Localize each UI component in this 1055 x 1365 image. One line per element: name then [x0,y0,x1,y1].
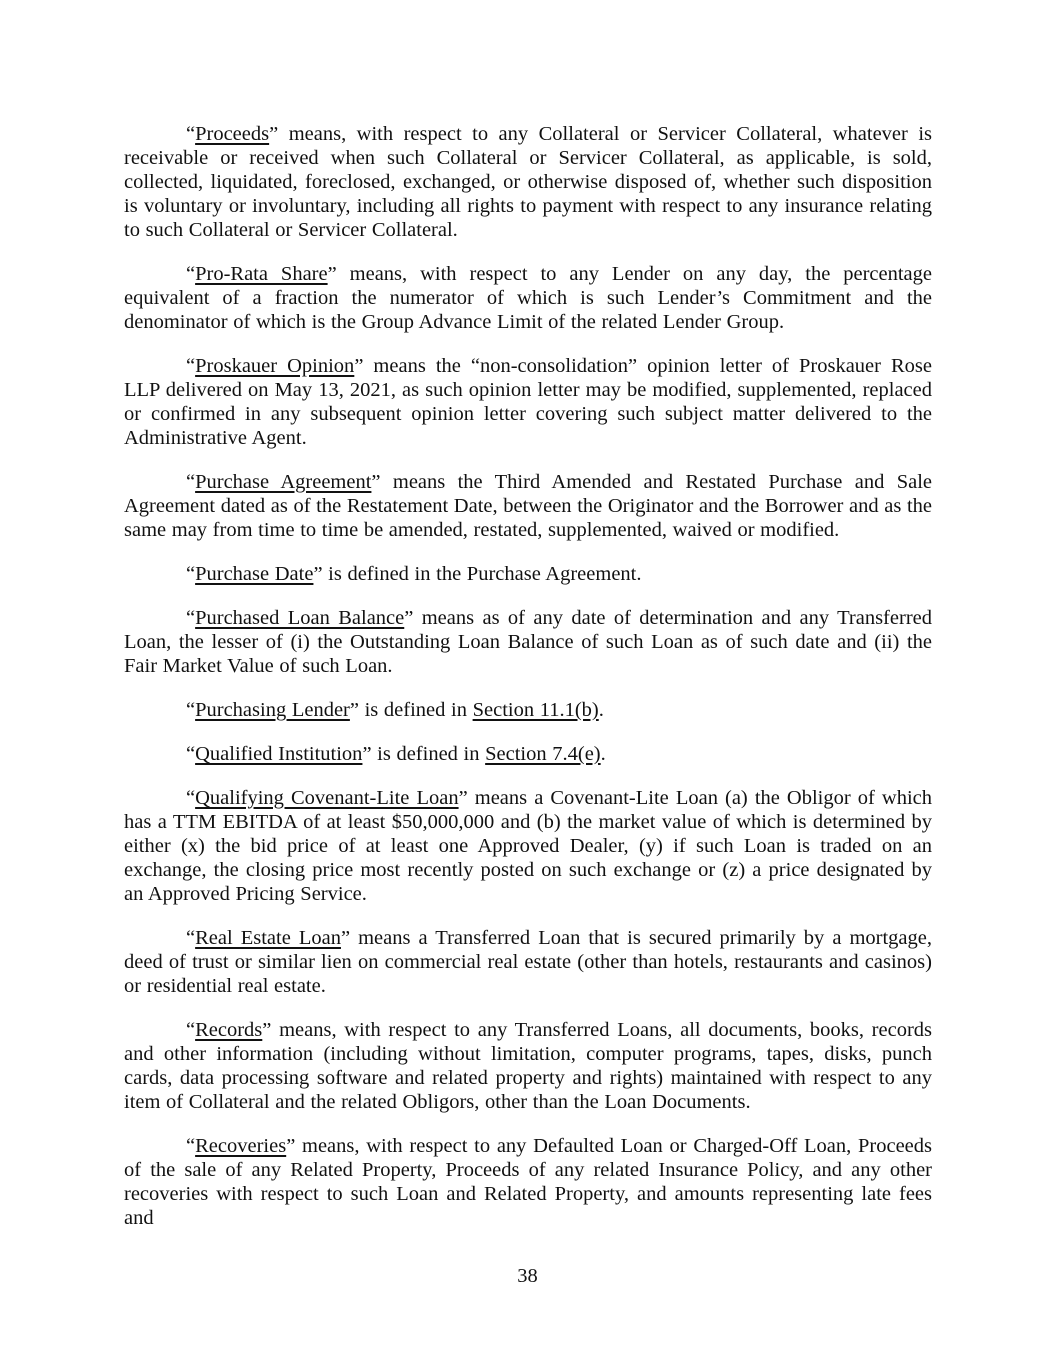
defined-term: Records [195,1019,263,1041]
paragraph-text: ” means, with respect to any Collateral or Servicer Collateral, whatever is receivable or received when such Collateral or Servicer Collateral, as applicable, is sold, collected, liquidated, foreclosed, exchanged, or otherwise disposed of, whether such disposition is voluntary or involuntary, including all rights to payment with respect to any insurance relating to such Collateral or Servicer Collateral. [124,123,932,241]
defined-term: Purchase Agreement [195,471,372,493]
paragraph-text: “ [186,563,196,585]
paragraph [124,262,932,334]
paragraph [124,122,932,242]
paragraph-text: ” means, with respect to any Transferred Loans, all documents, books, records and other information (including without limitation, computer programs, tapes, disks, punch cards, data processing software and related property and rights) maintained with respect to any item of Collateral and the related Obligors, other than the Loan Documents. [124,1019,932,1113]
paragraph-text: ” means a Transferred Loan that is secured primarily by a mortgage, deed of trust or similar lien on commercial real estate (other than hotels, restaurants and casinos) or residential real estate. [124,927,933,997]
paragraph-text: “ [186,355,196,377]
paragraph-text: ” is defined in [349,699,473,721]
paragraph [124,926,932,998]
defined-term: Purchased Loan Balance [195,607,405,629]
paragraph-text: ” means a Covenant-Lite Loan (a) the Obligor of which has a TTM EBITDA of at least $50,000,000 and (b) the market value of which is determined by either (x) the bid price of at least one Approved Dealer, (y) if such Loan is traded on an exchange, the closing price most recently posted on such exchange or (z) a price designated by an Approved Pricing Service. [124,787,933,905]
paragraph [124,1134,932,1230]
paragraph-text: ” means, with respect to any Lender on any day, the percentage equivalent of a fraction the numerator of which is such Lender’s Commitment and the denominator of which is the Group Advance Limit of the related Lender Group. [124,263,933,333]
paragraph [124,354,932,450]
defined-term: Section 11.1(b) [472,699,599,721]
page-number: 38 [517,1265,538,1287]
defined-term: Qualifying Covenant-Lite Loan [195,787,459,809]
paragraph-text: “ [186,743,196,765]
paragraph [124,1018,932,1114]
paragraph-text: “ [186,263,196,285]
defined-term: Recoveries [195,1135,287,1157]
paragraph-text: . [600,743,606,765]
paragraph-text: ” means the Third Amended and Restated Purchase and Sale Agreement dated as of the Restatement Date, between the Originator and the Borrower and as the same may from time to time be amended, restated, supplemented, waived or modified. [124,471,932,541]
document-body [124,122,932,1250]
paragraph-text: “ [186,1135,196,1157]
defined-term: Real Estate Loan [195,927,341,949]
paragraph-text: ” means as of any date of determination and any Transferred Loan, the lesser of (i) the Outstanding Loan Balance of such Loan as of such date and (ii) the Fair Market Value of such Loan. [124,607,932,677]
paragraph-text: ” means, with respect to any Defaulted Loan or Charged-Off Loan, Proceeds of the sale of any Related Property, Proceeds of any related Insurance Policy, and any other recoveries with respect to such Loan and Related Property, and amounts representing late fees and [124,1135,932,1229]
defined-term: Purchasing Lender [195,699,350,721]
paragraph-text: “ [186,699,196,721]
paragraph-text: “ [186,1019,196,1041]
defined-term: Proskauer Opinion [195,355,355,377]
defined-term: Proceeds [195,123,270,145]
paragraph-text: “ [186,123,196,145]
defined-term: Section 7.4(e) [485,743,601,765]
paragraph-text: “ [186,607,196,629]
paragraph [124,562,932,586]
paragraph [124,470,932,542]
paragraph [124,698,932,722]
paragraph-text: ” is defined in [362,743,486,765]
defined-term: Pro-Rata Share [195,263,328,285]
paragraph-text: “ [186,927,196,949]
paragraph-text: “ [186,787,196,809]
paragraph-text: . [598,699,604,721]
defined-term: Qualified Institution [195,743,363,765]
defined-term: Purchase Date [195,563,314,585]
paragraph [124,742,932,766]
paragraph [124,786,932,906]
paragraph-text: ” is defined in the Purchase Agreement. [313,563,642,585]
paragraph-text: ” means the “non-consolidation” opinion letter of Proskauer Rose LLP delivered on May 13, 2021, as such opinion letter may be modified, supplemented, replaced or confirmed in any subsequent opinion letter covering such subject matter delivered to the Administrative Agent. [124,355,932,449]
paragraph [124,606,932,678]
paragraph-text: “ [186,471,196,493]
